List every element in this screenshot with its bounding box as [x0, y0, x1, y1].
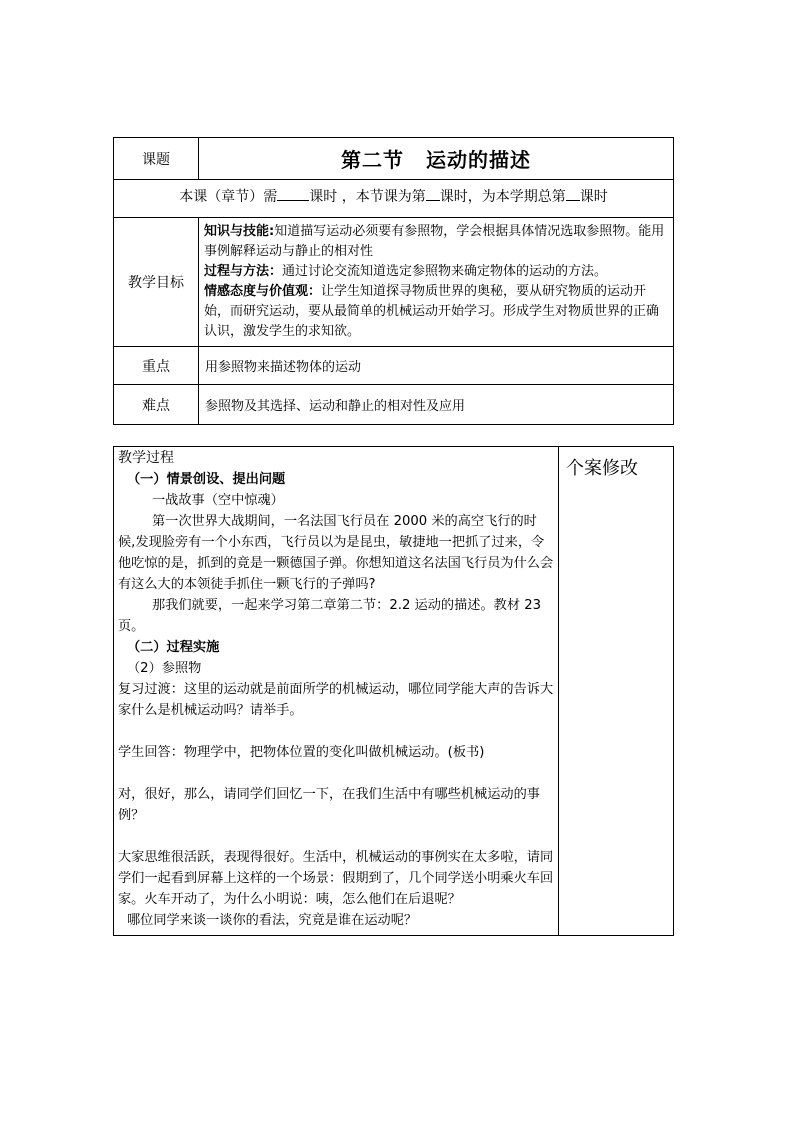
title-part2: 运动的描述 — [426, 148, 531, 172]
revision-column: 个案修改 — [559, 447, 674, 936]
semester-total-blank[interactable] — [566, 188, 580, 201]
review-paragraph: 复习过渡：这里的运动就是前面所学的机械运动，哪位同学能大声的告诉大家什么是机械运动吗？请举手。 — [118, 682, 554, 718]
goal-knowledge: 知识与技能:知道描写运动必须要有参照物，学会根据具体情况选取参照物。能用事例解释运动与静止的相对性 — [204, 224, 665, 259]
ask-paragraph: 哪位同学来谈一谈你的看法，究竟是谁在运动呢？ — [127, 913, 418, 928]
subsection-reference: （2）参照物 — [127, 661, 202, 676]
student-answer: 学生回答：物理学中，把物体位置的变化叫做机械运动。(板书) — [118, 745, 485, 760]
process-cell — [114, 447, 559, 936]
story-paragraph-2: 那我们就要，一起来学习第二章第二节：2.2 运动的描述。教材 23 页。 — [118, 598, 542, 634]
lesson-number-blank[interactable] — [426, 188, 440, 201]
question-paragraph: 对，很好，那么，请同学们回忆一下，在我们生活中有哪些机械运动的事例？ — [118, 787, 540, 823]
goal-process: 过程与方法：通过讨论交流知道选定参照物来确定物体的运动的方法。 — [204, 264, 608, 279]
lesson-title — [199, 138, 674, 180]
goals-cell — [199, 218, 674, 347]
difficulty-text: 参照物及其选择、运动和静止的相对性及应用 — [199, 385, 674, 425]
goal-attitude: 情感态度与价值观：让学生知道探寻物质世界的奥秘，要从研究物质的运动开始，而研究运动，要从最简单的机械运动开始学习。形成学生对物质世界的正确认识，激发学生的求知欲。 — [204, 284, 660, 339]
hours-blank[interactable] — [277, 188, 309, 201]
key-point-label: 重点 — [114, 347, 199, 385]
section-2-heading: （二）过程实施 — [127, 640, 220, 655]
story-title: 一战故事（空中惊魂） — [152, 493, 284, 508]
hours-row: 本课（章节）需 课时 ，本节课为第 课时，为本学期总第 课时 — [114, 180, 674, 218]
topic-label: 课题 — [114, 138, 199, 180]
key-point-text: 用参照物来描述物体的运动 — [199, 347, 674, 385]
teaching-process-table — [113, 446, 674, 936]
section-1-heading: （一）情景创设、提出问题 — [127, 472, 286, 487]
lesson-info-table — [113, 137, 674, 425]
story-paragraph-1: 第一次世界大战期间，一名法国飞行员在 2000 米的高空飞行的时候,发现脸旁有一个小东西，飞行员以为是昆虫，敏捷地一把抓了过来，令他吃惊的是，抓到的竟是一颗德国子弹。你想知道这名法国飞行员为什么会有这么大的本领徒手抓住一颗飞行的子弹吗? — [118, 514, 554, 592]
title-part1: 第二节 — [341, 148, 404, 172]
process-heading: 教学过程 — [118, 450, 174, 466]
difficulty-label: 难点 — [114, 385, 199, 425]
scene-paragraph: 大家思维很活跃，表现得很好。生活中，机械运动的事例实在太多啦，请同学们一起看到屏幕上这样的一个场景：假期到了，几个同学送小明乘火车回家。火车开动了，为什么小明说：咦，怎么他们在后退呢？ — [118, 850, 554, 907]
goals-label: 教学目标 — [114, 218, 199, 347]
